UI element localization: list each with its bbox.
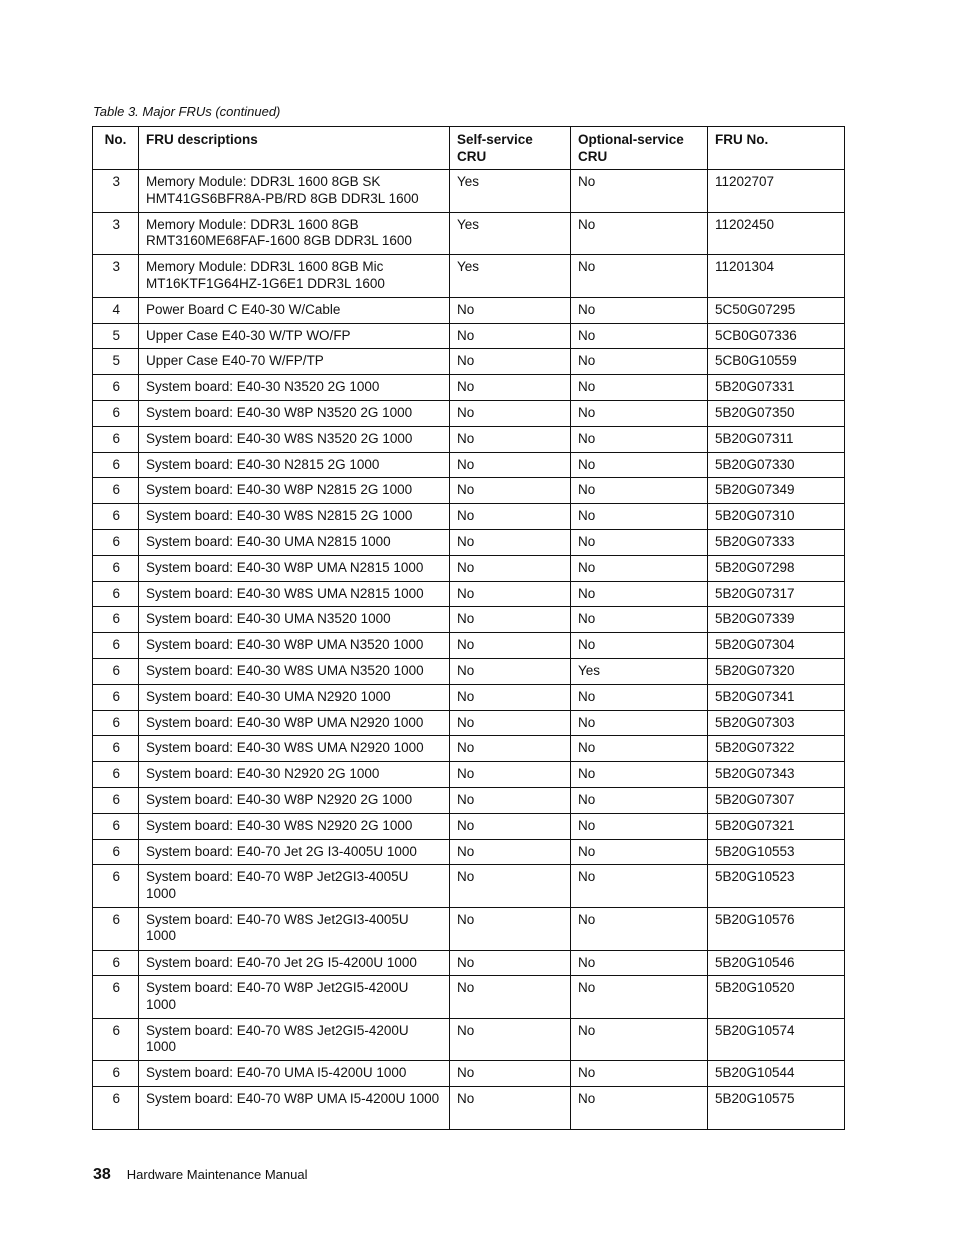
cell-no: 3 — [93, 255, 139, 298]
cell-no: 6 — [93, 762, 139, 788]
table-header-row — [93, 127, 845, 170]
cell-optional-service-cru: No — [571, 452, 708, 478]
cell-fru-description: System board: E40-70 W8P UMA I5-4200U 1000 — [139, 1087, 450, 1130]
table-row — [93, 950, 845, 976]
cell-fru-description: System board: E40-30 W8S UMA N2920 1000 — [139, 736, 450, 762]
cell-optional-service-cru: No — [571, 633, 708, 659]
cell-self-service-cru: No — [450, 323, 571, 349]
cell-fru-description: System board: E40-30 N3520 2G 1000 — [139, 375, 450, 401]
cell-fru-no: 5B20G07333 — [708, 529, 845, 555]
cell-optional-service-cru: No — [571, 581, 708, 607]
cell-optional-service-cru: No — [571, 787, 708, 813]
cell-self-service-cru: No — [450, 839, 571, 865]
cell-self-service-cru: Yes — [450, 255, 571, 298]
table-row — [93, 255, 845, 298]
cell-self-service-cru: No — [450, 710, 571, 736]
cell-fru-no: 5B20G10544 — [708, 1061, 845, 1087]
cell-no: 5 — [93, 349, 139, 375]
cell-self-service-cru: No — [450, 907, 571, 950]
cell-fru-no: 5B20G07341 — [708, 684, 845, 710]
cell-self-service-cru: No — [450, 684, 571, 710]
cell-optional-service-cru: No — [571, 976, 708, 1019]
cell-fru-description: System board: E40-30 W8S N3520 2G 1000 — [139, 426, 450, 452]
cell-no: 6 — [93, 658, 139, 684]
cell-fru-description: System board: E40-70 Jet 2G I5-4200U 1000 — [139, 950, 450, 976]
cell-fru-no: 11202450 — [708, 212, 845, 255]
cell-optional-service-cru: No — [571, 255, 708, 298]
table-row — [93, 555, 845, 581]
cell-self-service-cru: No — [450, 426, 571, 452]
cell-optional-service-cru: No — [571, 375, 708, 401]
cell-self-service-cru: No — [450, 950, 571, 976]
cell-optional-service-cru: No — [571, 1061, 708, 1087]
cell-fru-description: System board: E40-30 N2815 2G 1000 — [139, 452, 450, 478]
cell-no: 6 — [93, 375, 139, 401]
cell-fru-description: System board: E40-70 W8S Jet2GI3-4005U 1000 — [139, 907, 450, 950]
cell-fru-description: System board: E40-30 W8P UMA N2815 1000 — [139, 555, 450, 581]
cell-optional-service-cru: No — [571, 400, 708, 426]
cell-self-service-cru: No — [450, 297, 571, 323]
table-row — [93, 787, 845, 813]
table-row — [93, 1087, 845, 1130]
cell-self-service-cru: No — [450, 865, 571, 908]
cell-fru-description: Upper Case E40-70 W/FP/TP — [139, 349, 450, 375]
table-row — [93, 684, 845, 710]
cell-self-service-cru: No — [450, 349, 571, 375]
cell-fru-no: 5CB0G10559 — [708, 349, 845, 375]
cell-fru-no: 5B20G07317 — [708, 581, 845, 607]
cell-no: 6 — [93, 710, 139, 736]
cell-self-service-cru: Yes — [450, 170, 571, 213]
cell-no: 6 — [93, 736, 139, 762]
cell-self-service-cru: No — [450, 529, 571, 555]
cell-optional-service-cru: No — [571, 426, 708, 452]
table-row — [93, 212, 845, 255]
header-no: No. — [93, 127, 139, 170]
cell-no: 6 — [93, 400, 139, 426]
cell-fru-no: 5B20G07311 — [708, 426, 845, 452]
cell-self-service-cru: No — [450, 813, 571, 839]
cell-fru-no: 5B20G07322 — [708, 736, 845, 762]
cell-no: 4 — [93, 297, 139, 323]
cell-fru-description: System board: E40-30 W8P N3520 2G 1000 — [139, 400, 450, 426]
cell-fru-description: System board: E40-30 W8S N2815 2G 1000 — [139, 504, 450, 530]
cell-optional-service-cru: No — [571, 839, 708, 865]
cell-optional-service-cru: No — [571, 323, 708, 349]
cell-optional-service-cru: No — [571, 736, 708, 762]
cell-fru-description: Upper Case E40-30 W/TP WO/FP — [139, 323, 450, 349]
cell-self-service-cru: No — [450, 633, 571, 659]
cell-optional-service-cru: No — [571, 170, 708, 213]
cell-no: 6 — [93, 581, 139, 607]
table-row — [93, 1018, 845, 1061]
table-row — [93, 170, 845, 213]
cell-optional-service-cru: No — [571, 504, 708, 530]
table-row — [93, 581, 845, 607]
cell-fru-no: 5B20G10575 — [708, 1087, 845, 1130]
header-fru-descriptions: FRU descriptions — [139, 127, 450, 170]
table-body — [93, 170, 845, 1130]
cell-optional-service-cru: No — [571, 907, 708, 950]
cell-fru-description: System board: E40-30 W8S UMA N2815 1000 — [139, 581, 450, 607]
table-row — [93, 504, 845, 530]
cell-no: 6 — [93, 452, 139, 478]
cell-no: 6 — [93, 976, 139, 1019]
cell-fru-no: 5CB0G07336 — [708, 323, 845, 349]
cell-fru-description: System board: E40-30 UMA N3520 1000 — [139, 607, 450, 633]
cell-self-service-cru: No — [450, 375, 571, 401]
header-self-service-cru: Self-service CRU — [450, 127, 571, 170]
cell-self-service-cru: No — [450, 736, 571, 762]
cell-self-service-cru: Yes — [450, 212, 571, 255]
cell-optional-service-cru: No — [571, 762, 708, 788]
cell-fru-no: 5B20G10523 — [708, 865, 845, 908]
cell-no: 6 — [93, 633, 139, 659]
cell-optional-service-cru: No — [571, 297, 708, 323]
cell-fru-no: 5B20G07343 — [708, 762, 845, 788]
cell-fru-description: System board: E40-30 N2920 2G 1000 — [139, 762, 450, 788]
cell-optional-service-cru: No — [571, 813, 708, 839]
cell-fru-no: 5B20G07304 — [708, 633, 845, 659]
table-row — [93, 839, 845, 865]
cell-fru-description: System board: E40-70 UMA I5-4200U 1000 — [139, 1061, 450, 1087]
cell-optional-service-cru: No — [571, 710, 708, 736]
cell-fru-description: System board: E40-70 W8S Jet2GI5-4200U 1000 — [139, 1018, 450, 1061]
cell-fru-no: 5C50G07295 — [708, 297, 845, 323]
header-fru-no: FRU No. — [708, 127, 845, 170]
cell-fru-no: 5B20G10553 — [708, 839, 845, 865]
cell-fru-no: 5B20G07331 — [708, 375, 845, 401]
cell-optional-service-cru: No — [571, 529, 708, 555]
table-row — [93, 349, 845, 375]
manual-title: Hardware Maintenance Manual — [126, 1167, 308, 1182]
cell-optional-service-cru: No — [571, 865, 708, 908]
cell-no: 6 — [93, 504, 139, 530]
cell-no: 6 — [93, 813, 139, 839]
cell-fru-description: System board: E40-70 Jet 2G I3-4005U 1000 — [139, 839, 450, 865]
cell-self-service-cru: No — [450, 452, 571, 478]
cell-fru-no: 11201304 — [708, 255, 845, 298]
cell-fru-description: Memory Module: DDR3L 1600 8GB RMT3160ME68FAF-1600 8GB DDR3L 1600 — [139, 212, 450, 255]
cell-no: 6 — [93, 426, 139, 452]
cell-optional-service-cru: No — [571, 555, 708, 581]
cell-optional-service-cru: No — [571, 1087, 708, 1130]
cell-no: 6 — [93, 950, 139, 976]
cell-fru-no: 11202707 — [708, 170, 845, 213]
cell-fru-no: 5B20G07310 — [708, 504, 845, 530]
cell-self-service-cru: No — [450, 658, 571, 684]
cell-no: 3 — [93, 170, 139, 213]
table-row — [93, 1061, 845, 1087]
table-caption: Table 3. Major FRUs (continued) — [93, 104, 281, 119]
cell-fru-no: 5B20G07339 — [708, 607, 845, 633]
cell-no: 6 — [93, 907, 139, 950]
cell-fru-no: 5B20G10576 — [708, 907, 845, 950]
cell-self-service-cru: No — [450, 555, 571, 581]
cell-fru-no: 5B20G10546 — [708, 950, 845, 976]
table-row — [93, 762, 845, 788]
major-frus-table — [92, 126, 845, 1130]
table-row — [93, 907, 845, 950]
table-row — [93, 478, 845, 504]
cell-fru-no: 5B20G07349 — [708, 478, 845, 504]
cell-self-service-cru: No — [450, 504, 571, 530]
cell-self-service-cru: No — [450, 976, 571, 1019]
cell-fru-no: 5B20G07320 — [708, 658, 845, 684]
cell-self-service-cru: No — [450, 581, 571, 607]
cell-self-service-cru: No — [450, 400, 571, 426]
cell-optional-service-cru: No — [571, 212, 708, 255]
cell-fru-description: System board: E40-70 W8P Jet2GI3-4005U 1000 — [139, 865, 450, 908]
table-row — [93, 375, 845, 401]
cell-optional-service-cru: No — [571, 478, 708, 504]
cell-no: 6 — [93, 839, 139, 865]
cell-no: 6 — [93, 787, 139, 813]
cell-no: 6 — [93, 555, 139, 581]
cell-self-service-cru: No — [450, 607, 571, 633]
table-row — [93, 658, 845, 684]
table-row — [93, 400, 845, 426]
cell-fru-description: System board: E40-30 W8P UMA N2920 1000 — [139, 710, 450, 736]
cell-fru-description: System board: E40-30 UMA N2815 1000 — [139, 529, 450, 555]
cell-optional-service-cru: No — [571, 684, 708, 710]
cell-fru-description: Power Board C E40-30 W/Cable — [139, 297, 450, 323]
cell-no: 5 — [93, 323, 139, 349]
cell-no: 6 — [93, 1087, 139, 1130]
cell-fru-description: Memory Module: DDR3L 1600 8GB SK HMT41GS6BFR8A-PB/RD 8GB DDR3L 1600 — [139, 170, 450, 213]
cell-no: 6 — [93, 529, 139, 555]
table-row — [93, 426, 845, 452]
cell-self-service-cru: No — [450, 1087, 571, 1130]
cell-no: 6 — [93, 478, 139, 504]
cell-fru-no: 5B20G07303 — [708, 710, 845, 736]
cell-fru-no: 5B20G07298 — [708, 555, 845, 581]
cell-no: 6 — [93, 1018, 139, 1061]
cell-no: 6 — [93, 865, 139, 908]
cell-fru-no: 5B20G10574 — [708, 1018, 845, 1061]
cell-optional-service-cru: No — [571, 349, 708, 375]
cell-fru-description: System board: E40-30 W8P N2920 2G 1000 — [139, 787, 450, 813]
table-row — [93, 633, 845, 659]
cell-fru-no: 5B20G10520 — [708, 976, 845, 1019]
cell-no: 6 — [93, 607, 139, 633]
cell-optional-service-cru: No — [571, 1018, 708, 1061]
cell-self-service-cru: No — [450, 1018, 571, 1061]
cell-no: 6 — [93, 684, 139, 710]
cell-fru-description: System board: E40-30 W8S UMA N3520 1000 — [139, 658, 450, 684]
cell-self-service-cru: No — [450, 787, 571, 813]
table-row — [93, 710, 845, 736]
cell-fru-no: 5B20G07321 — [708, 813, 845, 839]
cell-fru-description: System board: E40-30 W8P N2815 2G 1000 — [139, 478, 450, 504]
table-row — [93, 976, 845, 1019]
cell-fru-no: 5B20G07350 — [708, 400, 845, 426]
table-row — [93, 607, 845, 633]
cell-fru-description: System board: E40-30 UMA N2920 1000 — [139, 684, 450, 710]
table-row — [93, 813, 845, 839]
cell-self-service-cru: No — [450, 1061, 571, 1087]
page-number: 38 — [93, 1166, 111, 1183]
table-row — [93, 323, 845, 349]
cell-self-service-cru: No — [450, 762, 571, 788]
table-row — [93, 297, 845, 323]
table-row — [93, 452, 845, 478]
cell-no: 6 — [93, 1061, 139, 1087]
header-optional-service-cru: Optional-service CRU — [571, 127, 708, 170]
cell-no: 3 — [93, 212, 139, 255]
cell-self-service-cru: No — [450, 478, 571, 504]
cell-optional-service-cru: Yes — [571, 658, 708, 684]
cell-fru-description: System board: E40-30 W8S N2920 2G 1000 — [139, 813, 450, 839]
table-row — [93, 529, 845, 555]
cell-fru-description: System board: E40-70 W8P Jet2GI5-4200U 1000 — [139, 976, 450, 1019]
cell-optional-service-cru: No — [571, 607, 708, 633]
table-row — [93, 736, 845, 762]
cell-fru-no: 5B20G07307 — [708, 787, 845, 813]
page-footer — [93, 1166, 307, 1184]
cell-optional-service-cru: No — [571, 950, 708, 976]
cell-fru-description: System board: E40-30 W8P UMA N3520 1000 — [139, 633, 450, 659]
cell-fru-description: Memory Module: DDR3L 1600 8GB Mic MT16KTF1G64HZ-1G6E1 DDR3L 1600 — [139, 255, 450, 298]
table-row — [93, 865, 845, 908]
cell-fru-no: 5B20G07330 — [708, 452, 845, 478]
